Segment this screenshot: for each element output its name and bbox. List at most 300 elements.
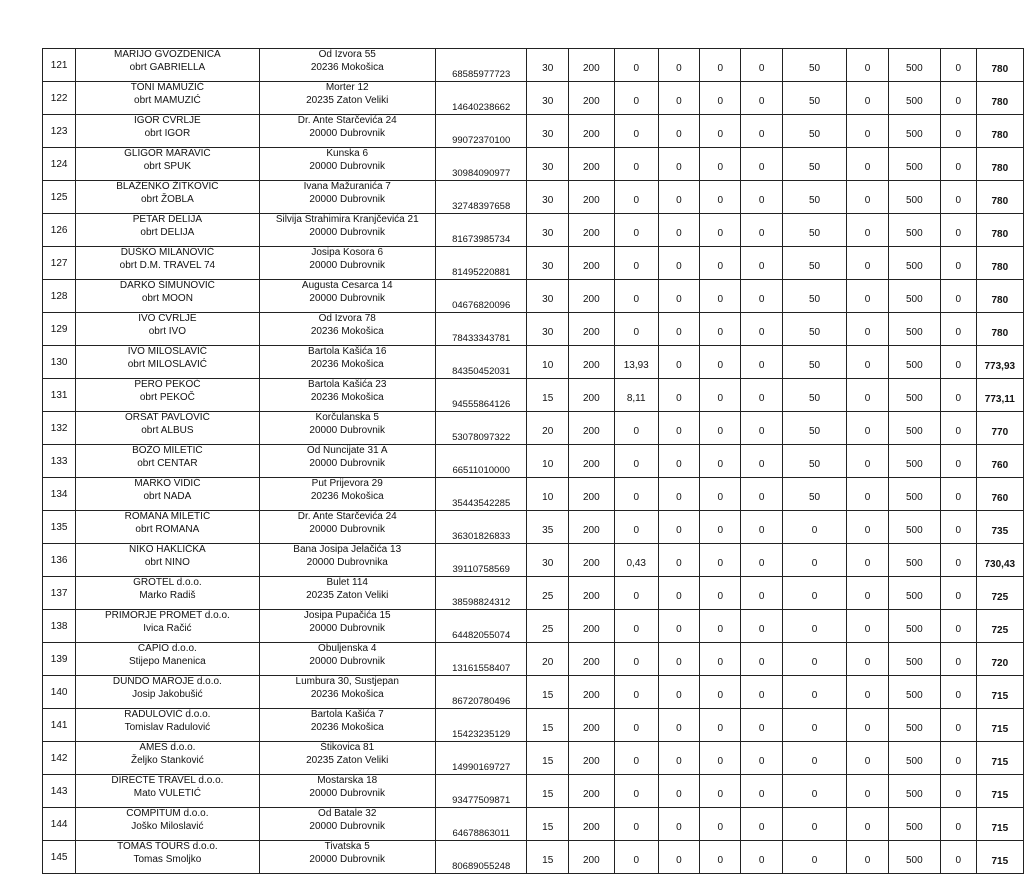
- table-row: [43, 280, 1024, 313]
- score-cell: 200: [569, 808, 615, 841]
- score-cell: 200: [569, 643, 615, 676]
- score-cell: 0: [658, 379, 699, 412]
- score-cell: 200: [569, 742, 615, 775]
- table-row: [43, 379, 1024, 412]
- oib-cell: 32748397658: [435, 181, 526, 214]
- score-cell: 0: [941, 643, 977, 676]
- applicant-score-table: [42, 48, 1024, 874]
- score-cell: 0: [658, 577, 699, 610]
- business-name: obrt ROMANA: [135, 524, 200, 535]
- score-cell: 0: [658, 610, 699, 643]
- score-cell: 0: [614, 709, 658, 742]
- oib-cell: 14640238662: [435, 82, 526, 115]
- business-name: obrt ALBUS: [141, 425, 194, 436]
- score-cell: 0: [941, 841, 977, 874]
- score-cell: 0: [700, 412, 741, 445]
- oib-cell: 81673985734: [435, 214, 526, 247]
- table-row: [43, 82, 1024, 115]
- name-cell: [76, 643, 259, 676]
- total-cell: 780: [976, 214, 1023, 247]
- total-cell: 720: [976, 643, 1023, 676]
- name-cell: [76, 412, 259, 445]
- score-cell: 0: [847, 709, 888, 742]
- row-number-cell: 140: [43, 676, 76, 709]
- table-row: [43, 709, 1024, 742]
- score-cell: 500: [888, 577, 940, 610]
- score-cell: 0: [614, 478, 658, 511]
- score-cell: 15: [527, 379, 569, 412]
- name-cell: [76, 49, 259, 82]
- table-row: [43, 148, 1024, 181]
- row-number-cell: 127: [43, 247, 76, 280]
- street-address: Bartola Kašića 16: [308, 346, 387, 357]
- oib-cell: 53078097322: [435, 412, 526, 445]
- score-cell: 0: [658, 49, 699, 82]
- address-cell: [259, 544, 435, 577]
- score-cell: 0: [847, 247, 888, 280]
- business-name: obrt PEKOČ: [139, 392, 195, 403]
- street-address: Obuljenska 4: [318, 643, 377, 654]
- table-row: [43, 313, 1024, 346]
- street-address: Od Nuncijate 31 A: [306, 445, 388, 456]
- street-address: Dr. Ante Starčevića 24: [297, 115, 397, 126]
- score-cell: 500: [888, 544, 940, 577]
- score-cell: 200: [569, 346, 615, 379]
- oib-cell: 36301826833: [435, 511, 526, 544]
- row-number-cell: 138: [43, 610, 76, 643]
- score-cell: 0: [782, 577, 847, 610]
- table-row: [43, 841, 1024, 874]
- street-address: Bulet 114: [326, 577, 368, 588]
- score-cell: 0: [700, 82, 741, 115]
- score-cell: 500: [888, 643, 940, 676]
- score-cell: 200: [569, 280, 615, 313]
- score-cell: 0: [658, 742, 699, 775]
- business-name: obrt GABRIELLA: [129, 62, 206, 73]
- score-cell: 0: [700, 808, 741, 841]
- total-cell: 780: [976, 313, 1023, 346]
- table-row: [43, 577, 1024, 610]
- score-cell: 0: [658, 841, 699, 874]
- name-cell: [76, 610, 259, 643]
- postal-city: 20000 Dubrovnik: [309, 161, 386, 172]
- score-cell: 50: [782, 115, 847, 148]
- total-cell: 715: [976, 841, 1023, 874]
- row-number-cell: 133: [43, 445, 76, 478]
- score-cell: 0: [700, 280, 741, 313]
- score-cell: 0: [700, 610, 741, 643]
- score-cell: 0: [700, 247, 741, 280]
- score-cell: 30: [527, 181, 569, 214]
- score-cell: 0: [658, 775, 699, 808]
- score-cell: 0: [941, 148, 977, 181]
- business-name: obrt IVO: [148, 326, 186, 337]
- score-cell: 200: [569, 49, 615, 82]
- business-name: Tomislav Radulović: [124, 722, 211, 733]
- name-cell: [76, 676, 259, 709]
- score-cell: 0: [658, 247, 699, 280]
- score-cell: 0: [658, 115, 699, 148]
- score-cell: 30: [527, 214, 569, 247]
- score-cell: 0: [941, 181, 977, 214]
- total-cell: 715: [976, 742, 1023, 775]
- score-cell: 30: [527, 247, 569, 280]
- street-address: Put Prijevora 29: [311, 478, 383, 489]
- address-cell: [259, 181, 435, 214]
- oib-cell: 68585977723: [435, 49, 526, 82]
- score-cell: 0: [741, 742, 782, 775]
- street-address: Od Batale 32: [318, 808, 377, 819]
- table-row: [43, 511, 1024, 544]
- score-cell: 0: [700, 577, 741, 610]
- name-cell: [76, 346, 259, 379]
- applicant-name: BOŽO MILETIĆ: [132, 445, 203, 456]
- table-row: [43, 49, 1024, 82]
- score-cell: 500: [888, 511, 940, 544]
- row-number-cell: 135: [43, 511, 76, 544]
- address-cell: [259, 313, 435, 346]
- postal-city: 20000 Dubrovnik: [309, 293, 386, 304]
- row-number-cell: 139: [43, 643, 76, 676]
- score-cell: 15: [527, 742, 569, 775]
- street-address: Augusta Cesarca 14: [301, 280, 393, 291]
- table-row: [43, 808, 1024, 841]
- oib-cell: 66511010000: [435, 445, 526, 478]
- applicant-name: COMPITUM d.o.o.: [126, 808, 209, 819]
- business-name: obrt NINO: [144, 557, 190, 568]
- score-cell: 0: [658, 280, 699, 313]
- street-address: Od Izvora 78: [318, 313, 376, 324]
- postal-city: 20000 Dubrovnik: [309, 458, 386, 469]
- applicant-name: DUNDO MAROJE d.o.o.: [112, 676, 222, 687]
- score-cell: 50: [782, 280, 847, 313]
- score-cell: 0: [782, 775, 847, 808]
- oib-cell: 86720780496: [435, 676, 526, 709]
- total-cell: 780: [976, 115, 1023, 148]
- score-cell: 500: [888, 181, 940, 214]
- score-cell: 0: [658, 82, 699, 115]
- name-cell: [76, 445, 259, 478]
- name-cell: [76, 313, 259, 346]
- applicant-name: NIKO HAKLIČKA: [129, 544, 206, 555]
- score-cell: 0: [700, 346, 741, 379]
- score-cell: 0: [847, 577, 888, 610]
- address-cell: [259, 115, 435, 148]
- address-cell: [259, 214, 435, 247]
- postal-city: 20000 Dubrovnik: [309, 788, 386, 799]
- score-cell: 0: [941, 379, 977, 412]
- address-cell: [259, 346, 435, 379]
- business-name: obrt CENTAR: [137, 458, 198, 469]
- score-cell: 0: [700, 49, 741, 82]
- score-cell: 0: [658, 808, 699, 841]
- score-cell: 0: [700, 742, 741, 775]
- score-cell: 25: [527, 577, 569, 610]
- score-cell: 500: [888, 841, 940, 874]
- oib-cell: 13161558407: [435, 643, 526, 676]
- street-address: Silvija Strahimira Kranjčevića 21: [275, 214, 419, 225]
- oib-cell: 64678863011: [435, 808, 526, 841]
- name-cell: [76, 181, 259, 214]
- score-cell: 0: [741, 115, 782, 148]
- score-cell: 200: [569, 511, 615, 544]
- score-cell: 0: [941, 478, 977, 511]
- table-row: [43, 676, 1024, 709]
- score-cell: 0: [741, 214, 782, 247]
- oib-cell: 99072370100: [435, 115, 526, 148]
- table-row: [43, 247, 1024, 280]
- name-cell: [76, 742, 259, 775]
- row-number-cell: 121: [43, 49, 76, 82]
- address-cell: [259, 478, 435, 511]
- name-cell: [76, 379, 259, 412]
- score-cell: 20: [527, 412, 569, 445]
- score-cell: 0: [614, 577, 658, 610]
- row-number-cell: 141: [43, 709, 76, 742]
- score-cell: 0: [700, 148, 741, 181]
- postal-city: 20000 Dubrovnik: [309, 128, 386, 139]
- score-cell: 50: [782, 148, 847, 181]
- postal-city: 20000 Dubrovnik: [309, 524, 386, 535]
- address-cell: [259, 643, 435, 676]
- score-cell: 0: [614, 445, 658, 478]
- street-address: Korčulanska 5: [315, 412, 379, 423]
- score-cell: 0: [658, 478, 699, 511]
- score-cell: 0: [782, 676, 847, 709]
- score-cell: 500: [888, 775, 940, 808]
- total-cell: 770: [976, 412, 1023, 445]
- postal-city: 20236 Mokošica: [310, 392, 384, 403]
- score-cell: 0: [782, 610, 847, 643]
- score-cell: 0: [782, 709, 847, 742]
- applicant-name: MARIJO GVOZDENICA: [114, 49, 221, 60]
- name-cell: [76, 544, 259, 577]
- postal-city: 20235 Zaton Veliki: [306, 590, 389, 601]
- score-cell: 0: [700, 379, 741, 412]
- score-cell: 200: [569, 709, 615, 742]
- street-address: Josipa Pupačića 15: [303, 610, 391, 621]
- table-row: [43, 445, 1024, 478]
- score-cell: 500: [888, 247, 940, 280]
- score-cell: 0: [658, 544, 699, 577]
- score-cell: 0: [741, 346, 782, 379]
- score-cell: 0: [941, 82, 977, 115]
- oib-cell: 14990169727: [435, 742, 526, 775]
- score-cell: 0: [700, 511, 741, 544]
- score-cell: 0: [941, 313, 977, 346]
- score-cell: 500: [888, 49, 940, 82]
- total-cell: 725: [976, 610, 1023, 643]
- score-cell: 0: [658, 148, 699, 181]
- score-cell: 50: [782, 346, 847, 379]
- score-cell: 50: [782, 247, 847, 280]
- score-cell: 10: [527, 445, 569, 478]
- score-cell: 0: [847, 511, 888, 544]
- score-cell: 200: [569, 610, 615, 643]
- score-cell: 0: [614, 313, 658, 346]
- score-cell: 0: [847, 313, 888, 346]
- row-number-cell: 129: [43, 313, 76, 346]
- table-row: [43, 544, 1024, 577]
- total-cell: 773,93: [976, 346, 1023, 379]
- score-cell: 0: [941, 676, 977, 709]
- total-cell: 780: [976, 49, 1023, 82]
- address-cell: [259, 445, 435, 478]
- business-name: Tomas Smoljko: [133, 854, 202, 865]
- score-cell: 500: [888, 313, 940, 346]
- score-cell: 0: [941, 775, 977, 808]
- score-cell: 0: [614, 511, 658, 544]
- score-cell: 500: [888, 709, 940, 742]
- oib-cell: 64482055074: [435, 610, 526, 643]
- oib-cell: 38598824312: [435, 577, 526, 610]
- score-cell: 0: [782, 511, 847, 544]
- business-name: obrt ŽOBLA: [140, 194, 194, 205]
- address-cell: [259, 808, 435, 841]
- score-cell: 200: [569, 313, 615, 346]
- row-number-cell: 134: [43, 478, 76, 511]
- name-cell: [76, 247, 259, 280]
- score-cell: 0: [614, 808, 658, 841]
- score-cell: 0: [700, 676, 741, 709]
- address-cell: [259, 577, 435, 610]
- score-cell: 50: [782, 313, 847, 346]
- score-cell: 0: [741, 82, 782, 115]
- postal-city: 20236 Mokošica: [310, 359, 384, 370]
- score-cell: 0: [847, 676, 888, 709]
- score-cell: 0: [847, 148, 888, 181]
- score-cell: 15: [527, 775, 569, 808]
- name-cell: [76, 511, 259, 544]
- score-cell: 8,11: [614, 379, 658, 412]
- applicant-name: GLIGOR MARAVIĆ: [124, 148, 211, 159]
- score-cell: 500: [888, 610, 940, 643]
- score-cell: 0: [658, 511, 699, 544]
- applicant-name: TOMAS TOURS d.o.o.: [117, 841, 218, 852]
- score-cell: 0: [941, 247, 977, 280]
- applicant-name: ORSAT PAVLOVIĆ: [124, 412, 210, 423]
- score-cell: 0: [847, 412, 888, 445]
- street-address: Ivana Mažuranića 7: [303, 181, 391, 192]
- score-cell: 200: [569, 577, 615, 610]
- score-cell: 200: [569, 676, 615, 709]
- applicant-name: BLAŽENKO ŽITKOVIĆ: [116, 181, 219, 192]
- score-cell: 0: [700, 313, 741, 346]
- score-cell: 0: [941, 412, 977, 445]
- applicant-name: RADULOVIĆ d.o.o.: [124, 709, 211, 720]
- oib-cell: 80689055248: [435, 841, 526, 874]
- total-cell: 780: [976, 280, 1023, 313]
- score-cell: 30: [527, 49, 569, 82]
- score-cell: 30: [527, 313, 569, 346]
- applicant-name: TONI MAMUZIĆ: [130, 82, 204, 93]
- address-cell: [259, 82, 435, 115]
- score-cell: 0: [847, 49, 888, 82]
- total-cell: 715: [976, 676, 1023, 709]
- street-address: Štikovica 81: [320, 742, 375, 753]
- score-cell: 0: [782, 808, 847, 841]
- total-cell: 715: [976, 709, 1023, 742]
- score-cell: 200: [569, 82, 615, 115]
- score-cell: 0: [741, 412, 782, 445]
- name-cell: [76, 841, 259, 874]
- name-cell: [76, 82, 259, 115]
- table-row: [43, 478, 1024, 511]
- score-cell: 50: [782, 379, 847, 412]
- score-cell: 0: [941, 742, 977, 775]
- row-number-cell: 125: [43, 181, 76, 214]
- street-address: Mostarska 18: [317, 775, 378, 786]
- score-cell: 500: [888, 676, 940, 709]
- score-cell: 0: [782, 544, 847, 577]
- score-cell: 0: [614, 775, 658, 808]
- score-cell: 0: [941, 49, 977, 82]
- score-cell: 0: [741, 841, 782, 874]
- applicant-name: AMES d.o.o.: [139, 742, 196, 753]
- score-cell: 200: [569, 445, 615, 478]
- table-row: [43, 115, 1024, 148]
- score-cell: 0,43: [614, 544, 658, 577]
- table-row: [43, 181, 1024, 214]
- total-cell: 773,11: [976, 379, 1023, 412]
- postal-city: 20236 Mokošica: [310, 491, 384, 502]
- oib-cell: 35443542285: [435, 478, 526, 511]
- score-cell: 0: [847, 808, 888, 841]
- total-cell: 715: [976, 775, 1023, 808]
- score-cell: 200: [569, 247, 615, 280]
- total-cell: 730,43: [976, 544, 1023, 577]
- score-cell: 500: [888, 808, 940, 841]
- score-cell: 0: [658, 445, 699, 478]
- name-cell: [76, 775, 259, 808]
- applicant-name: IVO CVRLJE: [138, 313, 197, 324]
- street-address: Bartola Kašića 23: [308, 379, 387, 390]
- score-cell: 50: [782, 412, 847, 445]
- oib-cell: 15423235129: [435, 709, 526, 742]
- score-cell: 0: [614, 82, 658, 115]
- score-cell: 15: [527, 841, 569, 874]
- score-cell: 0: [741, 610, 782, 643]
- row-number-cell: 128: [43, 280, 76, 313]
- score-cell: 200: [569, 544, 615, 577]
- score-cell: 10: [527, 478, 569, 511]
- name-cell: [76, 148, 259, 181]
- score-cell: 0: [782, 742, 847, 775]
- applicant-name: IGOR CVRLJE: [134, 115, 201, 126]
- address-cell: [259, 775, 435, 808]
- business-name: Josip Jakobušić: [132, 689, 203, 700]
- oib-cell: 30984090977: [435, 148, 526, 181]
- name-cell: [76, 577, 259, 610]
- postal-city: 20000 Dubrovnik: [309, 260, 386, 271]
- score-cell: 0: [847, 643, 888, 676]
- business-name: Mato VULETIĆ: [133, 788, 201, 799]
- oib-cell: 81495220881: [435, 247, 526, 280]
- postal-city: 20000 Dubrovnik: [309, 854, 386, 865]
- row-number-cell: 143: [43, 775, 76, 808]
- score-cell: 13,93: [614, 346, 658, 379]
- postal-city: 20000 Dubrovnika: [306, 557, 388, 568]
- applicant-name: DIRECTE TRAVEL d.o.o.: [111, 775, 224, 786]
- score-cell: 0: [700, 115, 741, 148]
- address-cell: [259, 841, 435, 874]
- row-number-cell: 144: [43, 808, 76, 841]
- row-number-cell: 132: [43, 412, 76, 445]
- oib-cell: 39110758569: [435, 544, 526, 577]
- score-cell: 0: [847, 478, 888, 511]
- score-cell: 0: [741, 280, 782, 313]
- score-cell: 500: [888, 280, 940, 313]
